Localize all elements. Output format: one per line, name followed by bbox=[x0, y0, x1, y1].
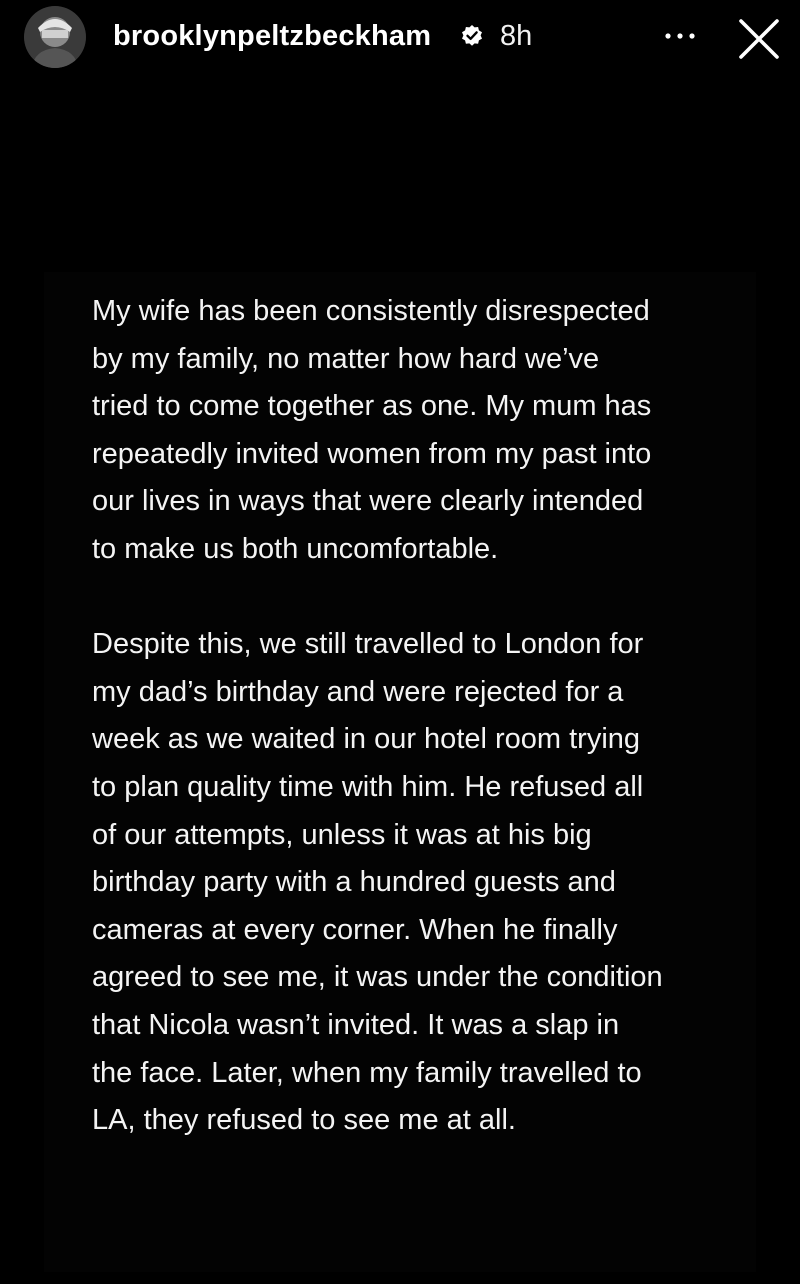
more-options-icon[interactable] bbox=[660, 18, 700, 54]
story-paragraph: Despite this, we still travelled to London for my dad’s birthday and were rejected for a week as we waited in our hotel room trying to plan quality time with him. He refused all of our attempts, unless it was at his big birthday party with a hundred guests and cameras at every corner. When he finally agreed to see me, it was under the condition that Nicola wasn’t invited. It was a slap in the face. Later, when my family travelled to LA, they refused to see me at all. bbox=[92, 628, 663, 1137]
post-time: 8h bbox=[500, 20, 533, 52]
story-header bbox=[0, 0, 800, 76]
verified-badge-icon bbox=[460, 24, 484, 48]
profile-avatar[interactable] bbox=[24, 6, 86, 68]
story-text bbox=[92, 288, 752, 1145]
avatar-image bbox=[24, 6, 86, 68]
close-icon[interactable] bbox=[736, 16, 782, 62]
story-paragraph: My wife has been consistently disrespected by my family, no matter how hard we’ve tried to come together as one. My mum has repeatedly invited women from my past into our lives in ways that were clearly intended to make us both uncomfortable. bbox=[92, 295, 652, 565]
username[interactable]: brooklynpeltzbeckham bbox=[113, 20, 432, 52]
